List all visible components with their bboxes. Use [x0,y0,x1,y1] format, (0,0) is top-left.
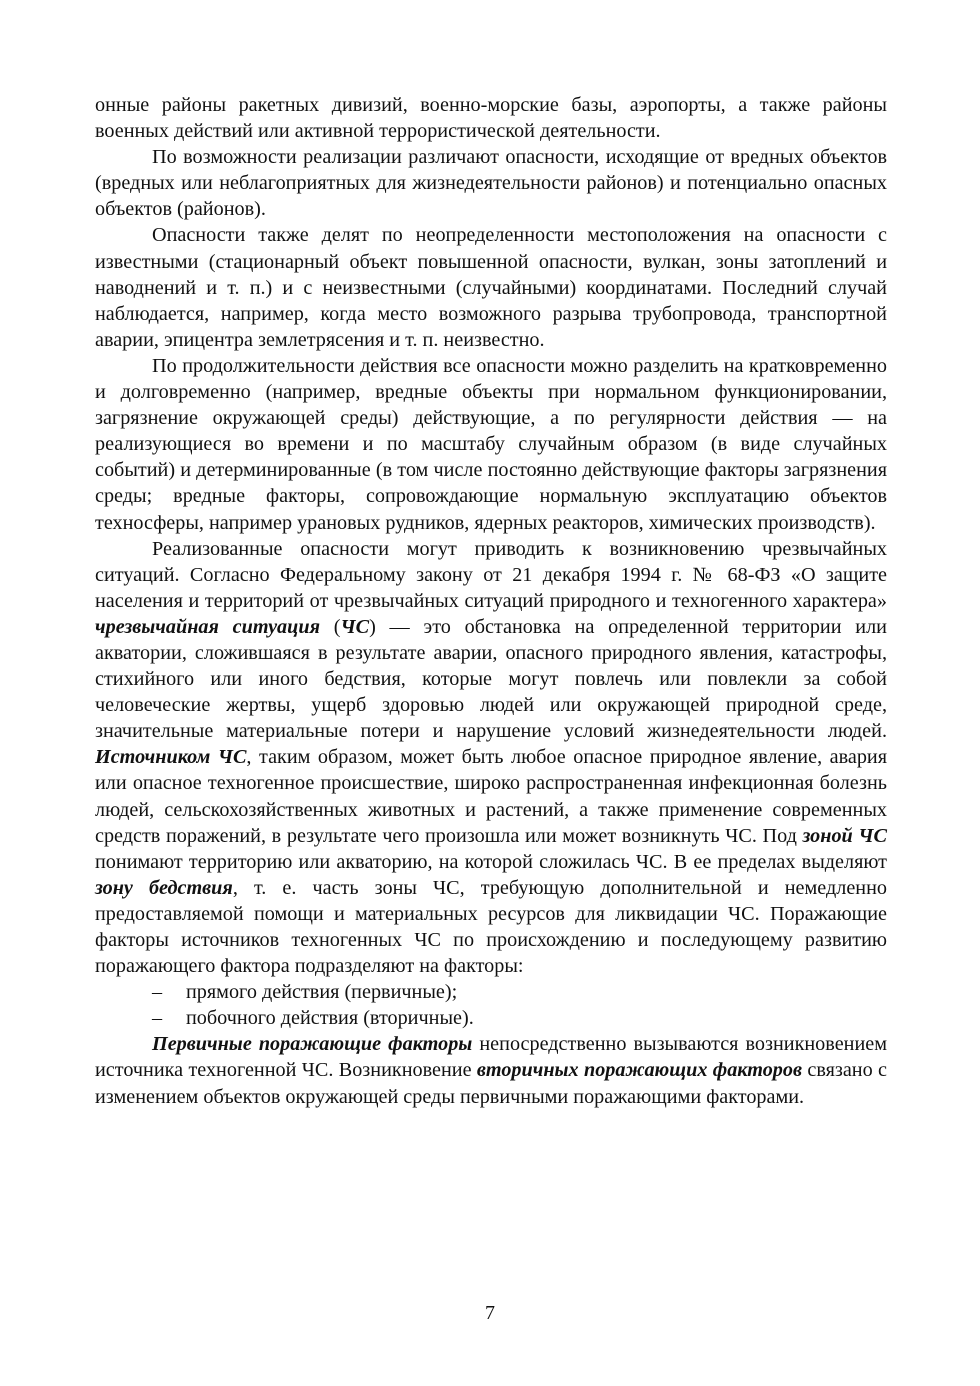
list-dash: – [152,981,163,1004]
paragraph-emergency-definition [95,536,887,980]
document-page [95,92,887,1110]
text-run: ( [319,615,341,638]
page-number: 7 [485,1302,495,1324]
text-run: , т. е. часть зоны ЧС, требующую дополнительной и немедленно предоставляемой помощи и материальных ресурсов для ликвидации ЧС. Поражающие факторы источников техногенных ЧС по происхождению и последующему развитию поражающего фактора подразделяют на факторы: [95,876,887,978]
term-zone-chs: зоной ЧС [802,824,887,847]
paragraph-primary-factors [95,1031,887,1109]
paragraph-continuation: онные районы ракетных дивизий, военно-морские базы, аэропорты, а также районы военных действий или активной террористической деятельности. [95,94,887,143]
text-run: Реализованные опасности могут приводить к возникновению чрезвычайных ситуаций. Согласно Федеральному закону от 21 декабря 1994 г. № 68-ФЗ «О защите населения и территорий от чрезвычайных ситуаций природного и техногенного характера» [95,537,887,612]
list-item-text: побочного действия (вторичные). [186,1007,474,1030]
term-primary-factors: Первичные поражающие факторы [152,1033,473,1056]
text-run: непосредственно вызываются возникновением источника техногенной ЧС. Возникновение [95,1033,887,1082]
text-run: , таким образом, может быть любое опасное природное явление, авария или опасное техногенное происшествие, широко распространенная инфекционная болезнь людей, сельскохозяйственных животных и растений, а также применение современных средств поражений, в результате чего произошла или может возникнуть ЧС. Под [95,746,888,847]
paragraph-location: Опасности также делят по неопределенности местоположения на опасности с известными (стационарный объект повышенной опасности, вулкан, зоны затоплений и наводнений и т. п.) и с неизвестными (случайными) координатами. Последний случай наблюдается, например, когда место возможного разрыва трубопровода, транспортной аварии, эпицентра землетрясения и т. п. неизвестно. [95,224,887,351]
text-run: понимают территорию или акваторию, на которой сложилась ЧС. В ее пределах выделяют [95,850,887,873]
term-source-chs: Источником ЧС [95,746,247,769]
paragraph-realization: По возможности реализации различают опасности, исходящие от вредных объектов (вредных или неблагоприятных для жизнедеятельности районов) и потенциально опасных объектов (районов). [95,146,887,221]
term-secondary-factors: вторичных поражающих факторов [476,1059,803,1082]
term-emergency: чрезвычайная ситуация [95,615,320,638]
text-run: ) — это обстановка на определенной территории или акватории, сложившаяся в результате аварии, опасного природного явления, катастрофы, стихийного или иного бедствия, которые могут повлечь или повлекли за собой человеческие жертвы, ущерб здоровью людей или окружающей природной среде, значительные материальные потери и нарушение условий жизнедеятельности людей. [95,615,887,743]
list-dash: – [152,1007,163,1030]
term-disaster-zone: зону бедствия [95,876,233,899]
list-item [95,979,887,1005]
list-item [95,1005,887,1031]
term-abbr-chs: ЧС [340,615,370,638]
factors-list [95,979,887,1031]
list-item-text: прямого действия (первичные); [186,981,458,1004]
paragraph-duration: По продолжительности действия все опасности можно разделить на кратковременно и долговременно (например, вредные объекты при нормальном функционировании, загрязнение окружающей среды) действующие, а по регулярности действия — на реализующиеся во времени и по масштабу случайным образом (в виде случайных событий) и детерминированные (в том числе постоянно действующие факторы загрязнения среды; вредные факторы, сопровождающие нормальную эксплуатацию объектов техносферы, например урановых рудников, ядерных реакторов, химических производств). [95,354,887,534]
text-run: связано с изменением объектов окружающей среды первичными поражающими факторами. [95,1059,887,1108]
